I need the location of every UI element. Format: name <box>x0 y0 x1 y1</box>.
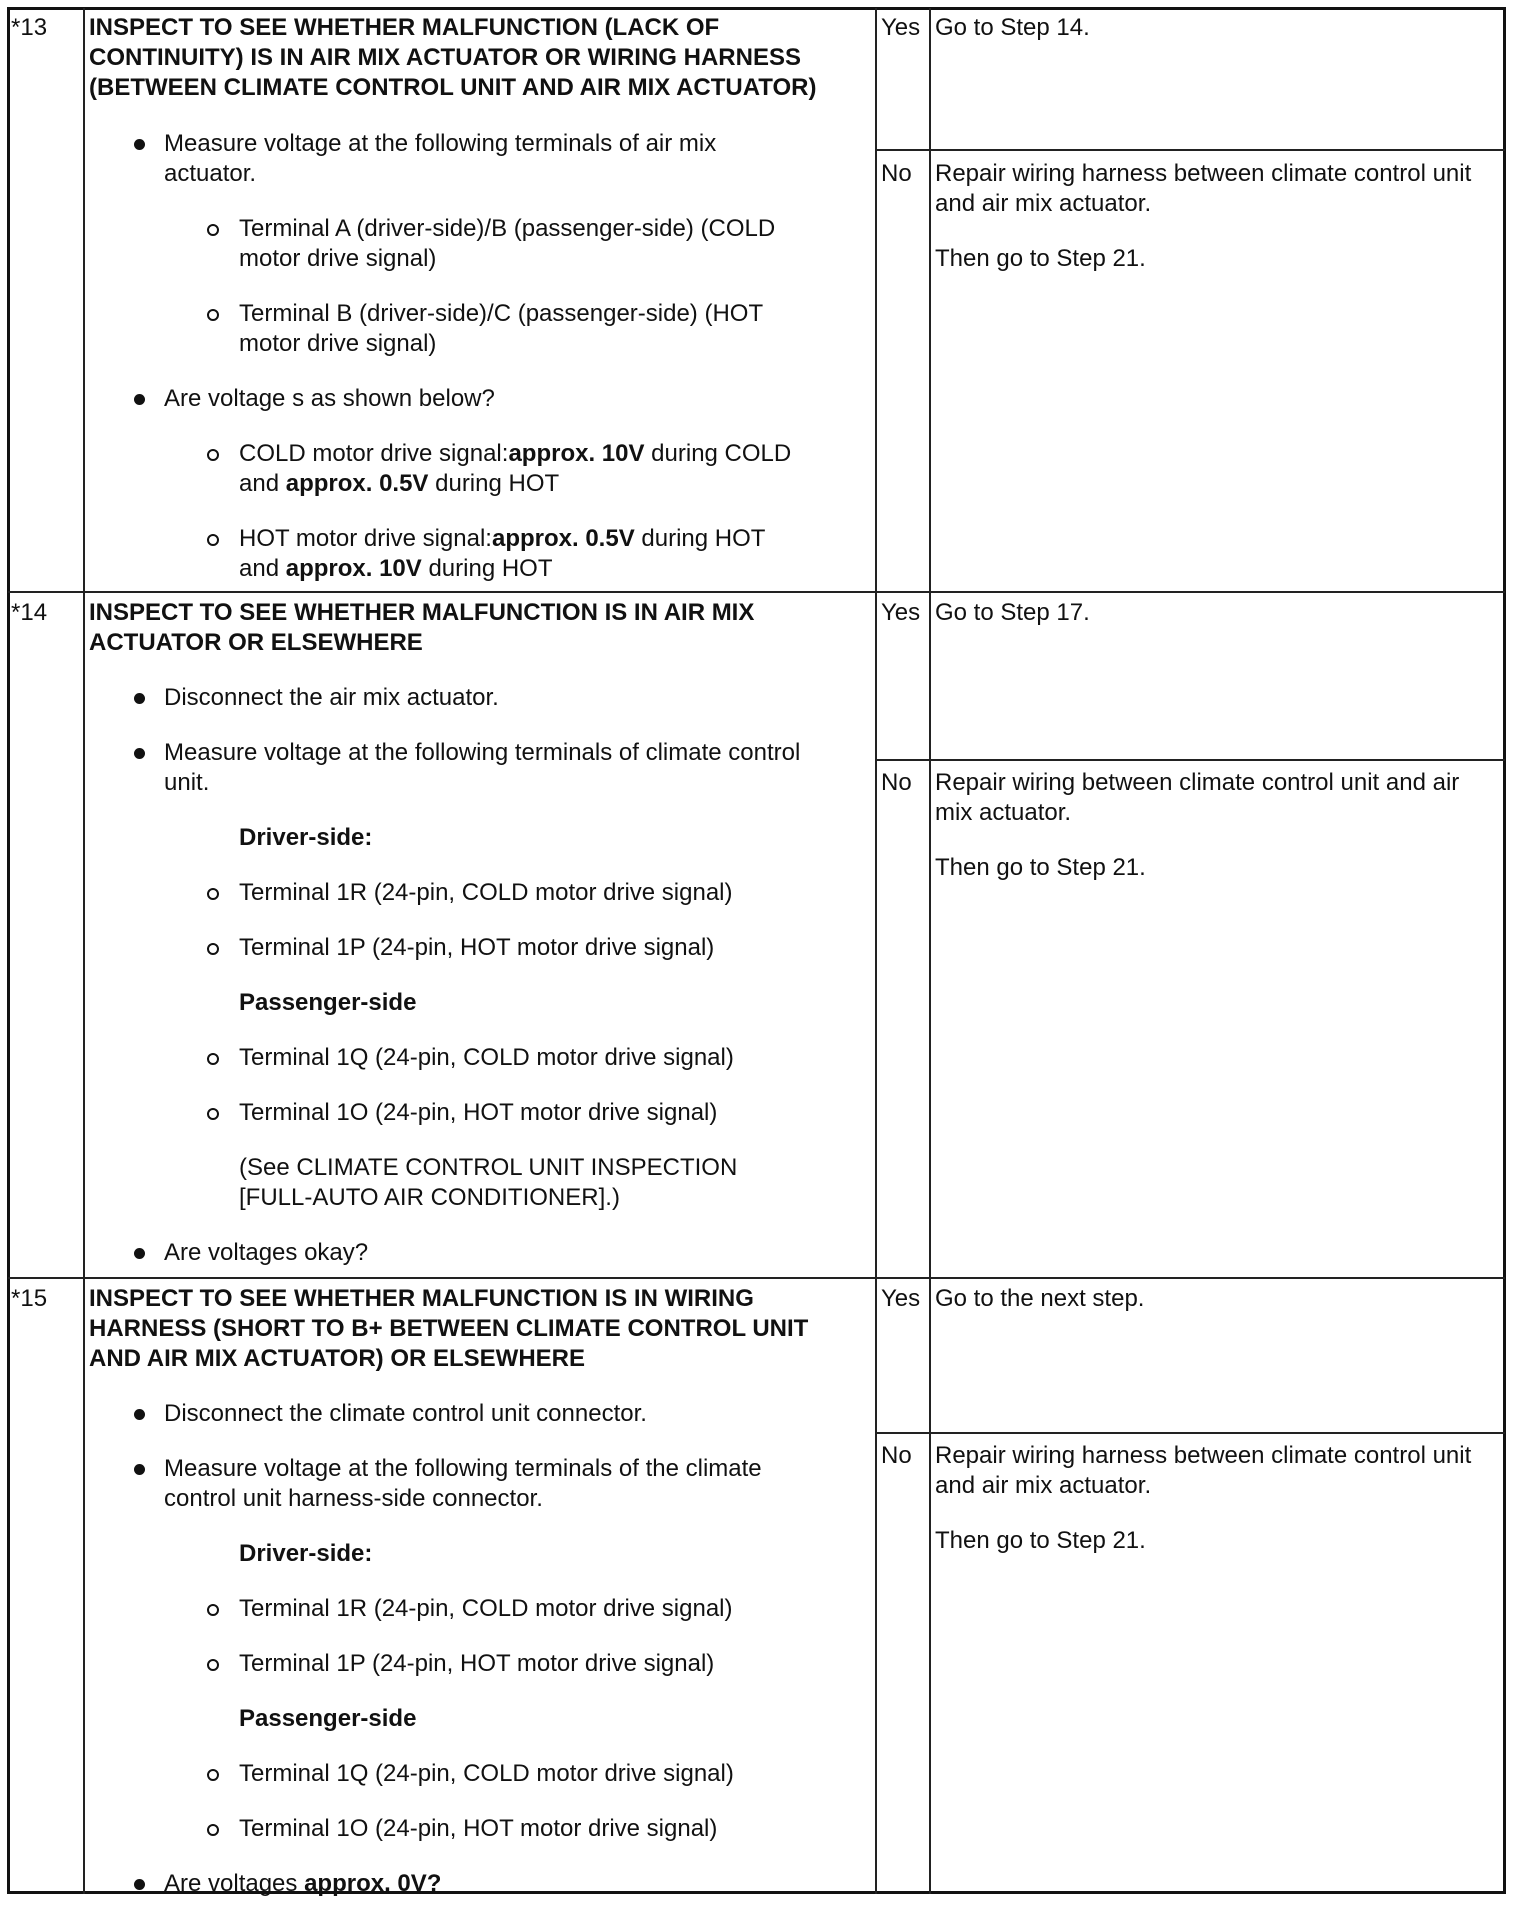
sub-bullet-icon <box>207 224 219 236</box>
bullet-icon <box>134 748 145 759</box>
bullet-icon <box>134 1409 145 1420</box>
diagnostic-table <box>7 7 1506 1894</box>
sub-bullet-text: Terminal B (driver-side)/C (passenger-side) (HOT <box>239 300 764 327</box>
bullet-text: Measure voltage at the following terminals of climate control <box>164 739 801 766</box>
passenger-side-label: Passenger-side <box>239 1705 417 1732</box>
bullet-text: Are voltage s as shown below? <box>164 385 495 412</box>
sub-bullet-text: Terminal 1Q (24-pin, COLD motor drive signal) <box>239 1044 734 1071</box>
sub-bullet-text: Terminal 1P (24-pin, HOT motor drive signal) <box>239 934 715 961</box>
yes-no-divider-14 <box>876 759 1505 761</box>
driver-side-label: Driver-side: <box>239 824 373 851</box>
yes-no-divider-15 <box>876 1432 1505 1434</box>
no-next-step: Then go to Step 21. <box>935 854 1146 881</box>
yes-action: Go to Step 17. <box>935 599 1090 626</box>
bullet-text: Measure voltage at the following terminals of the climate <box>164 1455 762 1482</box>
bullet-text: Measure voltage at the following terminals of air mix <box>164 130 717 157</box>
col-divider-step <box>83 8 85 1894</box>
sub-bullet-text: and approx. 0.5V during HOT <box>239 470 560 497</box>
bullet-text: Disconnect the climate control unit connector. <box>164 1400 647 1427</box>
no-action: Repair wiring harness between climate control unit <box>935 160 1472 187</box>
step-number: *14 <box>11 599 48 626</box>
reference-note: (See CLIMATE CONTROL UNIT INSPECTION <box>239 1154 738 1181</box>
no-label: No <box>881 160 912 187</box>
bullet-icon <box>134 1464 145 1475</box>
step-title-line: CONTINUITY) IS IN AIR MIX ACTUATOR OR WIRING HARNESS <box>89 44 801 71</box>
no-label: No <box>881 1442 912 1469</box>
step-title-line: INSPECT TO SEE WHETHER MALFUNCTION IS IN WIRING <box>89 1285 754 1312</box>
sub-bullet-icon <box>207 888 219 900</box>
step-title-line: AND AIR MIX ACTUATOR) OR ELSEWHERE <box>89 1345 585 1372</box>
sub-bullet-icon <box>207 1053 219 1065</box>
sub-bullet-icon <box>207 449 219 461</box>
no-label: No <box>881 769 912 796</box>
sub-bullet-text: Terminal 1Q (24-pin, COLD motor drive signal) <box>239 1760 734 1787</box>
bullet-icon <box>134 693 145 704</box>
step-number: *15 <box>11 1285 48 1312</box>
bullet-text: actuator. <box>164 160 257 187</box>
yes-label: Yes <box>881 599 921 626</box>
driver-side-label: Driver-side: <box>239 1540 373 1567</box>
bullet-text: control unit harness-side connector. <box>164 1485 543 1512</box>
yes-label: Yes <box>881 14 921 41</box>
bullet-text: unit. <box>164 769 210 796</box>
yes-action: Go to Step 14. <box>935 14 1090 41</box>
sub-bullet-text: Terminal A (driver-side)/B (passenger-side) (COLD <box>239 215 776 242</box>
bullet-icon <box>134 139 145 150</box>
sub-bullet-text: motor drive signal) <box>239 330 437 357</box>
yes-label: Yes <box>881 1285 921 1312</box>
bullet-text: Are voltages approx. 0V? <box>164 1870 442 1897</box>
step-number: *13 <box>11 14 48 41</box>
sub-bullet-icon <box>207 1108 219 1120</box>
no-action: and air mix actuator. <box>935 1472 1152 1499</box>
bullet-icon <box>134 1879 145 1890</box>
sub-bullet-icon <box>207 1824 219 1836</box>
sub-bullet-icon <box>207 1604 219 1616</box>
passenger-side-label: Passenger-side <box>239 989 417 1016</box>
sub-bullet-text: Terminal 1R (24-pin, COLD motor drive signal) <box>239 879 733 906</box>
bullet-icon <box>134 394 145 405</box>
no-action: Repair wiring between climate control unit and air <box>935 769 1460 796</box>
sub-bullet-icon <box>207 309 219 321</box>
col-divider-action <box>875 8 877 1894</box>
step-title-line: (BETWEEN CLIMATE CONTROL UNIT AND AIR MIX ACTUATOR) <box>89 74 817 101</box>
sub-bullet-text: COLD motor drive signal:approx. 10V during COLD <box>239 440 792 467</box>
sub-bullet-text: Terminal 1R (24-pin, COLD motor drive signal) <box>239 1595 733 1622</box>
col-divider-result <box>929 8 931 1894</box>
sub-bullet-text: Terminal 1P (24-pin, HOT motor drive signal) <box>239 1650 715 1677</box>
no-next-step: Then go to Step 21. <box>935 1527 1146 1554</box>
no-action: mix actuator. <box>935 799 1072 826</box>
bullet-icon <box>134 1248 145 1259</box>
sub-bullet-text: HOT motor drive signal:approx. 0.5V during HOT <box>239 525 766 552</box>
no-action: and air mix actuator. <box>935 190 1152 217</box>
bullet-text: Disconnect the air mix actuator. <box>164 684 499 711</box>
sub-bullet-text: Terminal 1O (24-pin, HOT motor drive signal) <box>239 1815 718 1842</box>
bullet-text: Are voltages okay? <box>164 1239 369 1266</box>
reference-note: [FULL-AUTO AIR CONDITIONER].) <box>239 1184 620 1211</box>
yes-no-divider-13 <box>876 149 1505 151</box>
sub-bullet-text: and approx. 10V during HOT <box>239 555 553 582</box>
step-title-line: INSPECT TO SEE WHETHER MALFUNCTION IS IN AIR MIX <box>89 599 755 626</box>
sub-bullet-icon <box>207 534 219 546</box>
sub-bullet-icon <box>207 943 219 955</box>
no-next-step: Then go to Step 21. <box>935 245 1146 272</box>
step-title-line: INSPECT TO SEE WHETHER MALFUNCTION (LACK OF <box>89 14 720 41</box>
sub-bullet-icon <box>207 1769 219 1781</box>
no-action: Repair wiring harness between climate control unit <box>935 1442 1472 1469</box>
row-divider-14-15 <box>8 1277 1505 1279</box>
yes-action: Go to the next step. <box>935 1285 1145 1312</box>
step-title-line: HARNESS (SHORT TO B+ BETWEEN CLIMATE CONTROL UNIT <box>89 1315 809 1342</box>
sub-bullet-icon <box>207 1659 219 1671</box>
step-title-line: ACTUATOR OR ELSEWHERE <box>89 629 423 656</box>
sub-bullet-text: motor drive signal) <box>239 245 437 272</box>
sub-bullet-text: Terminal 1O (24-pin, HOT motor drive signal) <box>239 1099 718 1126</box>
row-divider-13-14 <box>8 591 1505 593</box>
